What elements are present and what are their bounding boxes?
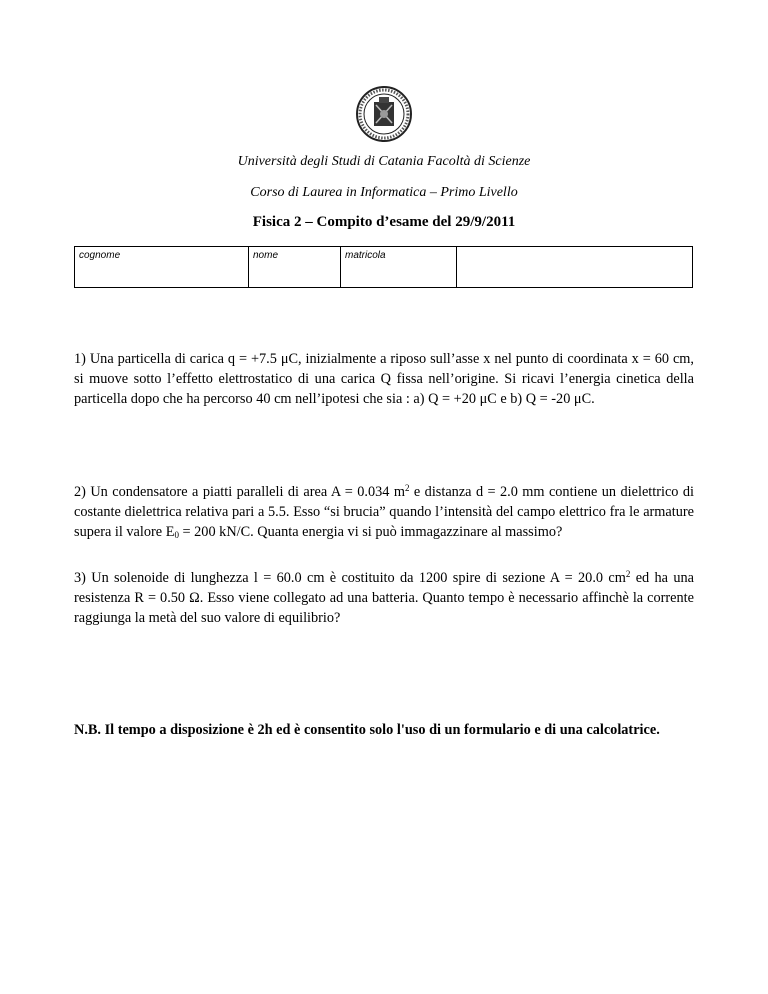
problem-2-superscript: 2 xyxy=(405,483,410,493)
student-id-field[interactable]: matricola xyxy=(341,247,457,288)
blank-field[interactable] xyxy=(457,247,693,288)
problem-3 xyxy=(74,568,694,628)
university-faculty-line: Università degli Studi di Catania Facoltà di Scienze xyxy=(237,154,531,169)
problem-2 xyxy=(74,482,694,542)
problem-2-text-c: = 200 kN/C. Quanta energia vi si può immagazzinare al massimo? xyxy=(178,524,563,540)
problem-3-superscript: 2 xyxy=(625,569,631,579)
course-line: Corso di Laurea in Informatica – Primo Livello xyxy=(250,185,518,200)
problem-3-text-b: ed ha una resistenza R = 0.50 Ω. Esso viene collegato ad una batteria. Quanto tempo è necessario affinchè la corrente raggiunga la metà del suo valore di equilibrio? xyxy=(74,570,694,626)
surname-field[interactable]: cognome xyxy=(75,247,249,288)
problem-1: 1) Una particella di carica q = +7.5 μC, inizialmente a riposo sull’asse x nel punto di coordinata x = 60 cm, si muove sotto l’effetto elettrostatico di una carica Q fissa nell’origine. Si ricavi l’energia cinetica della particella dopo che ha percorso 40 cm nell’ipotesi che sia : a) Q = +20 μC e b) Q = -20 μC. xyxy=(74,351,694,407)
problem-2-text-a: 2) Un condensatore a piatti paralleli di area A = 0.034 m xyxy=(74,484,405,500)
problem-2-subscript: 0 xyxy=(174,530,179,540)
exam-note: N.B. Il tempo a disposizione è 2h ed è consentito solo l'uso di un formulario e di una calcolatrice. xyxy=(74,722,660,738)
exam-title: Fisica 2 – Compito d’esame del 29/9/2011 xyxy=(252,214,516,230)
problem-2-text-b: e distanza d = 2.0 mm contiene un dielettrico di costante dielettrica relativa pari a 5.5. Esso “si brucia” quando l’intensità del campo elettrico fra le armature supera il valore E xyxy=(74,484,694,540)
problem-3-text-a: 3) Un solenoide di lunghezza l = 60.0 cm è costituito da 1200 spire di sezione A = 20.0 cm xyxy=(74,570,626,586)
name-field[interactable]: nome xyxy=(249,247,341,288)
university-seal-logo xyxy=(355,85,413,143)
student-info-table xyxy=(74,246,693,288)
